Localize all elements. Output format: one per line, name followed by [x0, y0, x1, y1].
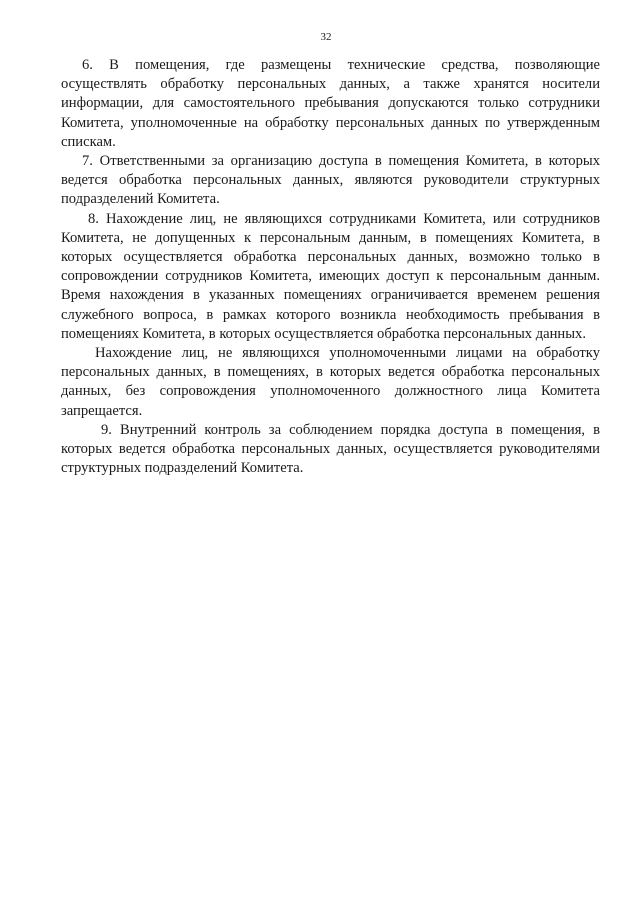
paragraph-item-6: 6. В помещения, где размещены технические средства, позволяющие осуществлять обработку персональных данных, а также хранятся носители информации, для самостоятельного пребывания допускаются только сотрудники Комитета, уполномоченные на обработку персональных данных по утвержденным спискам.	[61, 57, 600, 150]
paragraph-item-9: 9. Внутренний контроль за соблюдением порядка доступа в помещения, в которых ведется обработка персональных данных, осуществляется руководителями структурных подразделений Комитета.	[61, 421, 600, 477]
paragraph-escort-requirement: Нахождение лиц, не являющихся уполномоченными лицами на обработку персональных данных, в помещениях, в которых ведется обработка персональных данных, без сопровождения уполномоченного должностного лица Комитета запрещается.	[61, 345, 600, 419]
page-number: 32	[320, 31, 332, 43]
document-body	[61, 56, 600, 478]
paragraph-item-7: 7. Ответственными за организацию доступа в помещения Комитета, в которых ведется обработка персональных данных, являются руководители структурных подразделений Комитета.	[61, 153, 600, 208]
paragraph-item-8: 8. Нахождение лиц, не являющихся сотрудниками Комитета, или сотрудников Комитета, не допущенных к персональным данным, в помещениях Комитета, в которых осуществляется обработка персональных данных, возможно только в сопровождении сотрудников Комитета, имеющих доступ к персональным данным. Время нахождения в указанных помещениях ограничивается временем решения служебного вопроса, в рамках которого возникла необходимость пребывания в помещениях Комитета, в которых осуществляется обработка персональных данных.	[61, 210, 600, 342]
